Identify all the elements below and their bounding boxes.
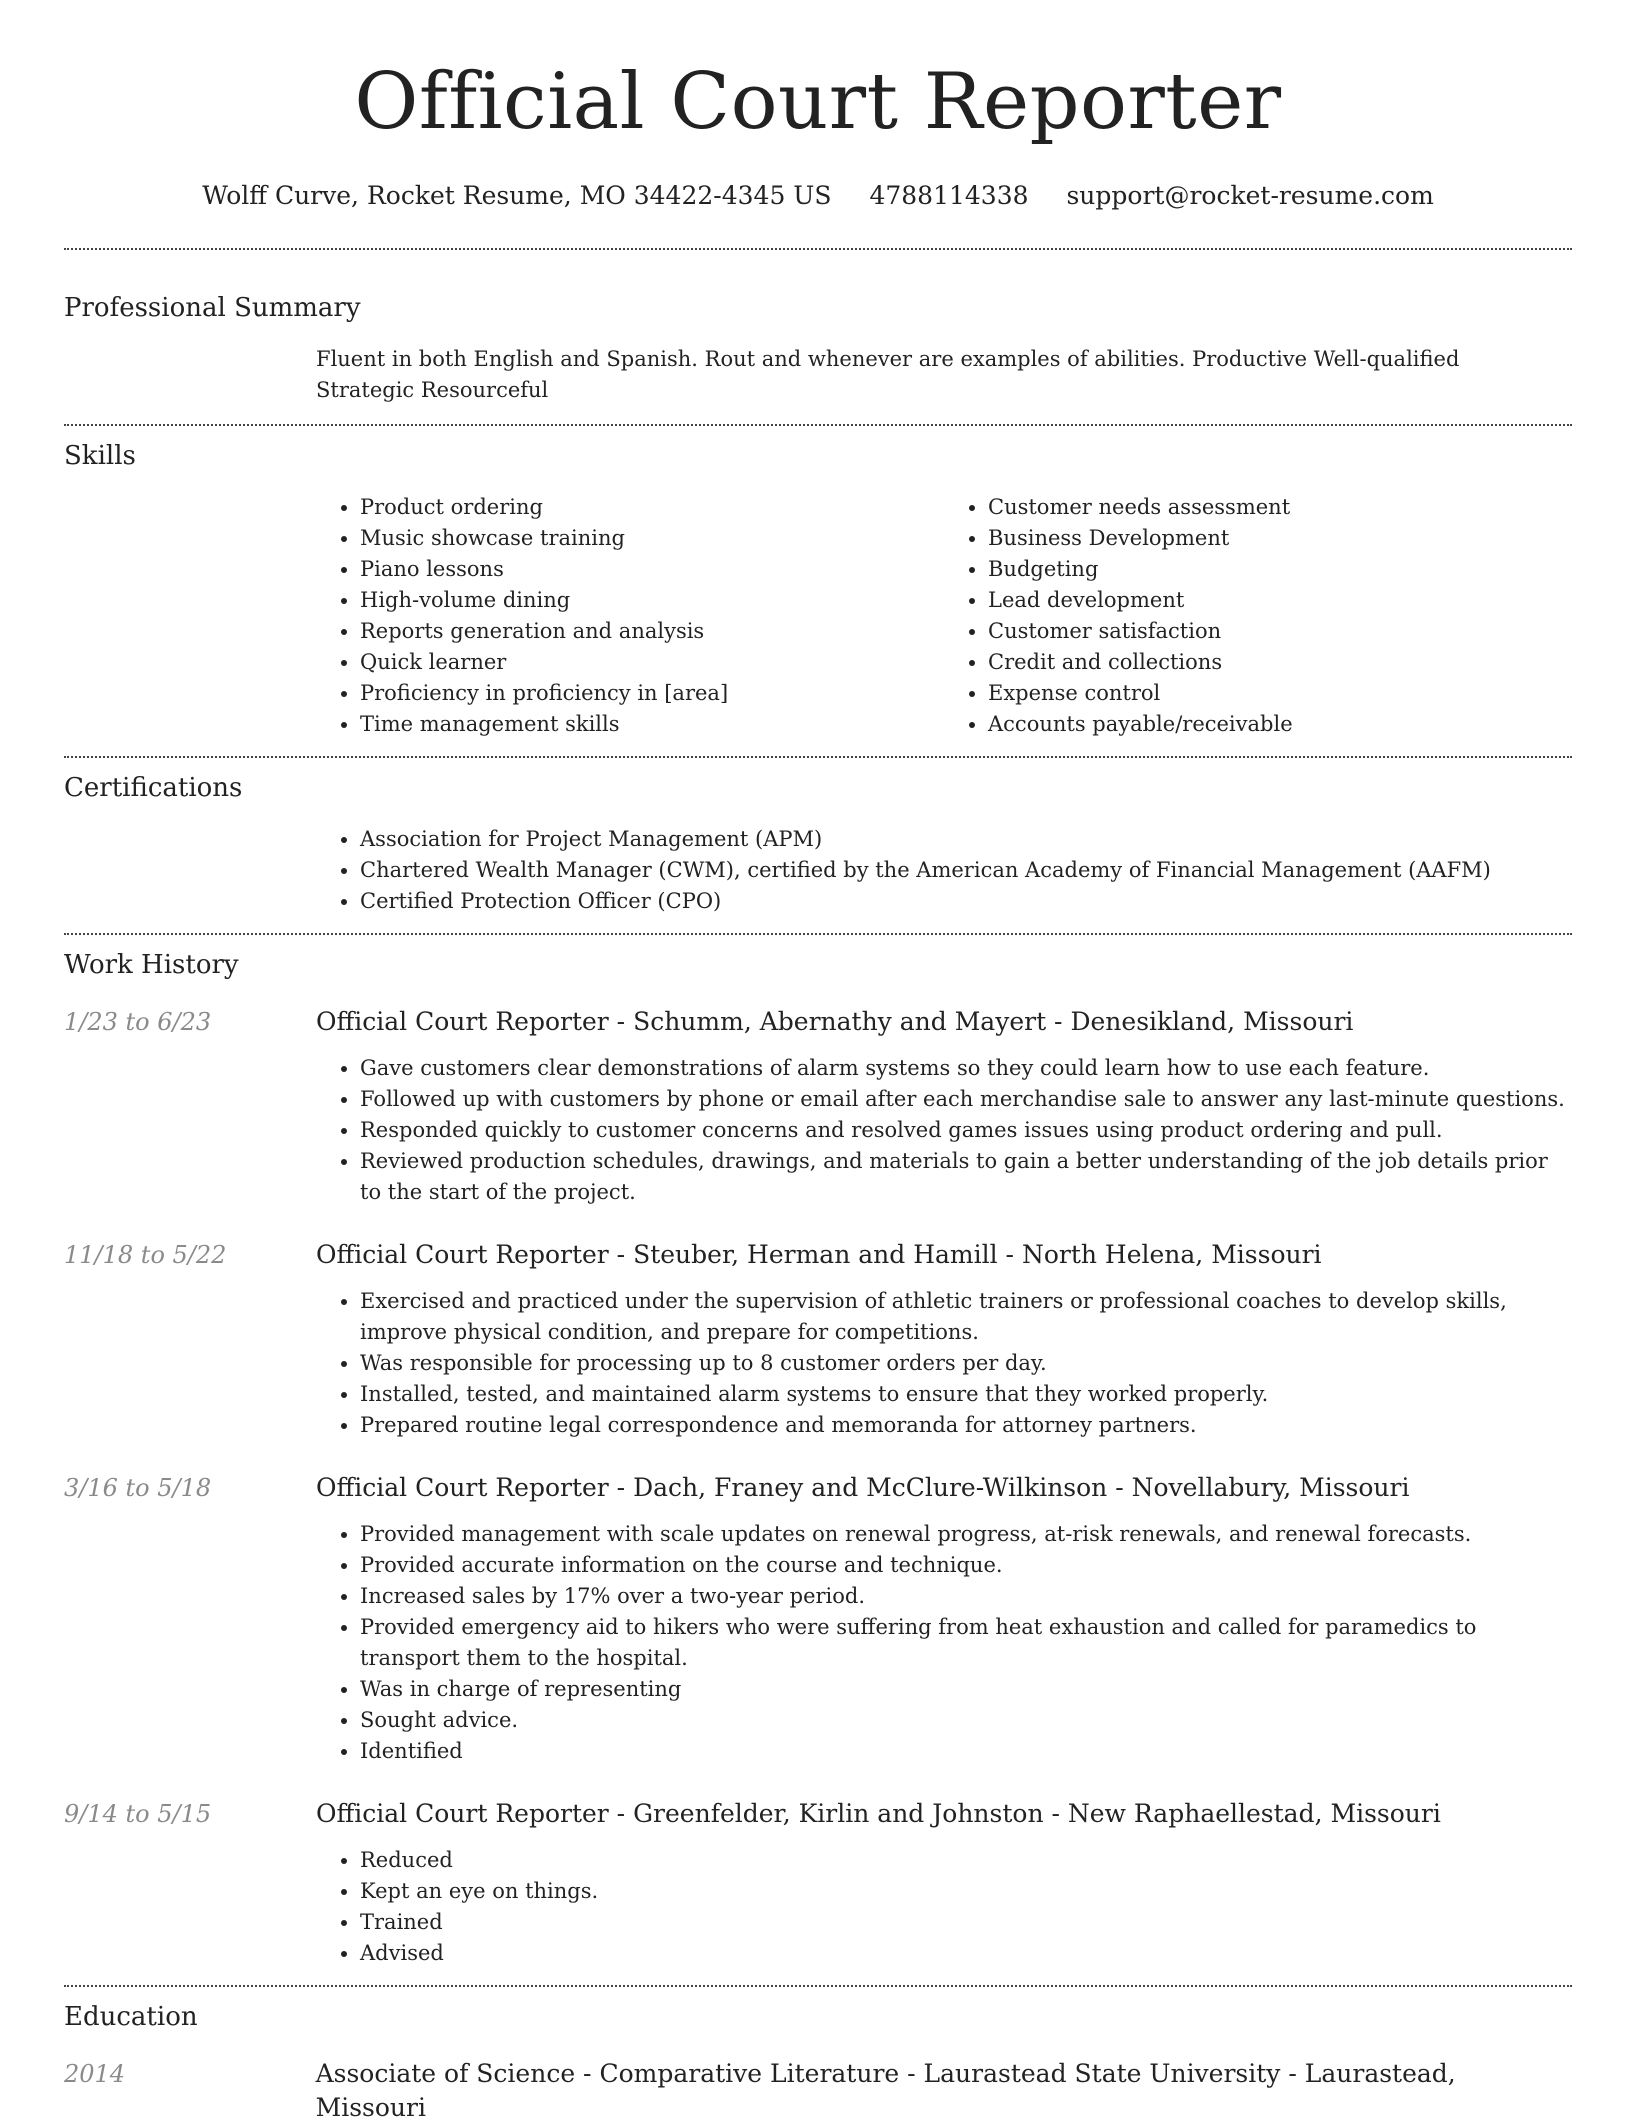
work-section [64, 935, 1572, 1969]
list-item: • Kept an eye on things. [360, 1876, 1572, 1907]
job-entry [64, 1238, 1572, 1441]
list-item: • Responded quickly to customer concerns and resolved games issues using product ordering and pull. [360, 1115, 1572, 1146]
job-bullets [316, 1053, 1572, 1208]
list-item: • Increased sales by 17% over a two-year period. [360, 1581, 1572, 1612]
list-item: • Business Development [988, 523, 1572, 554]
list-item: • Was responsible for processing up to 8 customer orders per day. [360, 1348, 1572, 1379]
contact-email: support@rocket-resume.com [1066, 181, 1434, 210]
list-item: • Provided emergency aid to hikers who were suffering from heat exhaustion and called for paramedics to transport them to the hospital. [360, 1612, 1572, 1674]
list-item: • Proficiency in proficiency in [area] [360, 678, 944, 709]
section-title-skills: Skills [64, 441, 136, 471]
list-item: • Music showcase training [360, 523, 944, 554]
education-year: 2014 [64, 2060, 126, 2088]
list-item: • Lead development [988, 585, 1572, 616]
section-title-certifications: Certifications [64, 773, 243, 803]
job-title: Official Court Reporter - Schumm, Abernathy and Mayert - Denesikland, Missouri [316, 1007, 1354, 1036]
skills-section [64, 426, 1572, 740]
contact-phone: 4788114338 [869, 181, 1029, 210]
job-title: Official Court Reporter - Dach, Franey and McClure-Wilkinson - Novellabury, Missouri [316, 1473, 1410, 1502]
list-item: • Prepared routine legal correspondence and memoranda for attorney partners. [360, 1410, 1572, 1441]
skills-list-left [316, 492, 944, 740]
job-title: Official Court Reporter - Greenfelder, Kirlin and Johnston - New Raphaellestad, Missouri [316, 1799, 1441, 1828]
list-item: • Sought advice. [360, 1705, 1572, 1736]
certifications-list [316, 824, 1572, 917]
job-dates: 11/18 to 5/22 [64, 1241, 227, 1269]
list-item: • Trained [360, 1907, 1572, 1938]
list-item: • Provided accurate information on the course and technique. [360, 1550, 1572, 1581]
job-entry [64, 1797, 1572, 1969]
list-item: • Advised [360, 1938, 1572, 1969]
job-bullets [316, 1845, 1572, 1969]
list-item: • High-volume dining [360, 585, 944, 616]
list-item: • Was in charge of representing [360, 1674, 1572, 1705]
education-entry [64, 2057, 1572, 2125]
list-item: • Product ordering [360, 492, 944, 523]
resume-name: Official Court Reporter [354, 57, 1282, 147]
section-title-work: Work History [64, 950, 239, 980]
list-item: • Followed up with customers by phone or email after each merchandise sale to answer any last-minute questions. [360, 1084, 1572, 1115]
skills-list-right [944, 492, 1572, 740]
list-item: • Quick learner [360, 647, 944, 678]
education-degree: Associate of Science - Comparative Literature - Laurastead State University - Laurastead, Missouri [315, 2059, 1456, 2122]
list-item: • Credit and collections [988, 647, 1572, 678]
list-item: • Chartered Wealth Manager (CWM), certified by the American Academy of Financial Management (AAFM) [360, 855, 1572, 886]
list-item: • Expense control [988, 678, 1572, 709]
list-item: • Exercised and practiced under the supervision of athletic trainers or professional coaches to develop skills, improve physical condition, and prepare for competitions. [360, 1286, 1572, 1348]
list-item: • Gave customers clear demonstrations of alarm systems so they could learn how to use each feature. [360, 1053, 1572, 1084]
list-item: • Reports generation and analysis [360, 616, 944, 647]
list-item: • Installed, tested, and maintained alarm systems to ensure that they worked properly. [360, 1379, 1572, 1410]
education-section [64, 1987, 1572, 2125]
summary-section [64, 250, 1572, 406]
section-title-summary: Professional Summary [64, 293, 361, 323]
list-item: • Customer satisfaction [988, 616, 1572, 647]
list-item: • Provided management with scale updates on renewal progress, at-risk renewals, and renewal forecasts. [360, 1519, 1572, 1550]
skills-columns [316, 492, 1572, 740]
job-bullets [316, 1519, 1572, 1767]
list-item: • Reduced [360, 1845, 1572, 1876]
certifications-body [316, 824, 1572, 917]
list-item: • Association for Project Management (APM) [360, 824, 1572, 855]
job-title: Official Court Reporter - Steuber, Herman and Hamill - North Helena, Missouri [316, 1240, 1322, 1269]
contact-line [64, 178, 1572, 214]
job-entry [64, 1471, 1572, 1767]
job-bullets [316, 1286, 1572, 1441]
contact-address: Wolff Curve, Rocket Resume, MO 34422-4345 US [202, 181, 832, 210]
list-item: • Certified Protection Officer (CPO) [360, 886, 1572, 917]
job-dates: 9/14 to 5/15 [64, 1800, 212, 1828]
list-item: • Budgeting [988, 554, 1572, 585]
summary-text: Fluent in both English and Spanish. Rout and whenever are examples of abilities. Productive Well-qualified Strategic Resourceful [316, 347, 1460, 402]
list-item: • Reviewed production schedules, drawings, and materials to gain a better understanding of the job details prior to the start of the project. [360, 1146, 1572, 1208]
job-dates: 1/23 to 6/23 [64, 1008, 212, 1036]
list-item: • Identified [360, 1736, 1572, 1767]
resume-page [64, 0, 1572, 2125]
certifications-section [64, 758, 1572, 917]
list-item: • Time management skills [360, 709, 944, 740]
section-title-education: Education [64, 2002, 198, 2032]
list-item: • Customer needs assessment [988, 492, 1572, 523]
list-item: • Accounts payable/receivable [988, 709, 1572, 740]
job-dates: 3/16 to 5/18 [64, 1474, 212, 1502]
list-item: • Piano lessons [360, 554, 944, 585]
job-entry [64, 1005, 1572, 1208]
